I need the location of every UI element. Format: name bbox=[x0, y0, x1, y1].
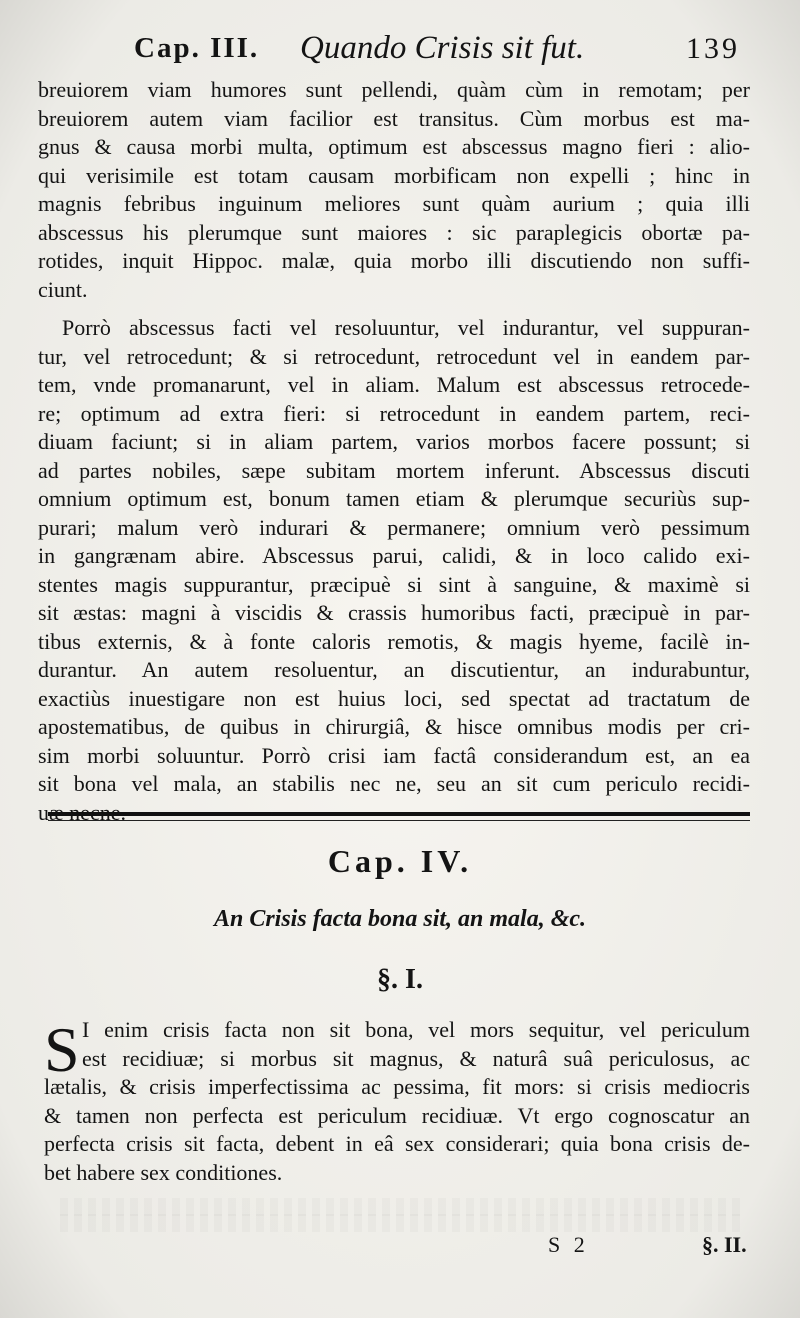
text-line: exactiùs inuestigare non est huius loci, sed spectat ad tractatum de bbox=[38, 685, 750, 711]
running-head bbox=[120, 30, 750, 74]
running-head-title: Quando Crisis sit fut. bbox=[300, 30, 585, 66]
text-line: in gangrænam abire. Abscessus parui, calidi, & in loco calido exi- bbox=[38, 543, 750, 568]
text-line: gnus & causa morbi multa, optimum est abscessus magno fieri : alio- bbox=[38, 134, 750, 159]
section-1-text bbox=[44, 1016, 750, 1187]
text-line: rotides, inquit Hippoc. malæ, quia morbo illi discutiendo non suffi- bbox=[38, 248, 750, 273]
page-number: 139 bbox=[686, 32, 740, 65]
text-line: qui verisimile est totam causam morbificam non expelli ; hinc in bbox=[38, 162, 750, 188]
text-line: I enim crisis facta non sit bona, vel mors sequitur, vel periculum bbox=[82, 1017, 750, 1042]
chapter-subtitle: An Crisis facta bona sit, an mala, &c. bbox=[213, 906, 587, 932]
text-line: perfecta crisis sit facta, debent in eâ sex considerari; quia bona crisis de- bbox=[44, 1131, 750, 1156]
text-line: magnis febribus inguinum meliores sunt quàm aurium ; quia illi bbox=[38, 191, 750, 216]
text-line: lætalis, & crisis imperfectissima ac pessima, fit mors: si crisis mediocris bbox=[44, 1074, 750, 1099]
text-line: abscessus his plerumque sunt maiores : sic paraplegicis obortæ pa- bbox=[38, 219, 750, 245]
chapter-heading: Cap. IV. bbox=[327, 843, 473, 879]
section-mark: §. I. bbox=[377, 964, 423, 995]
section-rule-thin bbox=[48, 820, 750, 821]
running-head-chapter: Cap. III. bbox=[134, 32, 260, 64]
signature-mark: S 2 bbox=[548, 1232, 589, 1257]
text-line: breuiorem autem viam facilior est transitus. Cùm morbus est ma- bbox=[38, 105, 750, 131]
text-line: re; optimum ad extra fieri: si retrocedunt in eandem partem, reci- bbox=[38, 400, 750, 426]
text-line: omnium optimum est, bonum tamen etiam & plerumque securiùs sup- bbox=[38, 486, 750, 511]
text-line: est recidiuæ; si morbus sit magnus, & naturâ suâ periculosus, ac bbox=[82, 1045, 750, 1071]
page-footer bbox=[0, 1232, 800, 1262]
section-rule-thick bbox=[48, 812, 750, 816]
text-line: durantur. An autem resoluentur, an discutientur, an indurabuntur, bbox=[38, 657, 750, 682]
text-line: tur, vel retrocedunt; & si retrocedunt, retrocedunt vel in eandem par- bbox=[38, 343, 750, 369]
text-line: breuiorem viam humores sunt pellendi, quàm cùm in remotam; per bbox=[38, 77, 750, 102]
text-line: apostematibus, de quibus in chirurgiâ, & hisce omnibus modis per cri- bbox=[38, 714, 750, 739]
text-line: ciunt. bbox=[38, 276, 88, 302]
text-line: Porrò abscessus facti vel resoluuntur, vel indurantur, vel suppuran- bbox=[62, 315, 750, 340]
chapter-3-text bbox=[38, 76, 750, 827]
text-line: sim morbi soluuntur. Porrò crisi iam factâ considerandum est, an ea bbox=[38, 742, 750, 768]
text-line: uæ necne. bbox=[38, 799, 126, 825]
paragraph-2 bbox=[38, 314, 750, 827]
text-line: sit æstas: magni à viscidis & crassis humoribus facti, præcipuè in par- bbox=[38, 600, 750, 625]
text-line: & tamen non perfecta est periculum recidiuæ. Vt ergo cognoscatur an bbox=[44, 1102, 750, 1128]
catchword: §. II. bbox=[702, 1232, 747, 1257]
text-line: purari; malum verò indurari & permanere; omnium verò pessimum bbox=[38, 514, 750, 540]
text-line: ad partes nobiles, sæpe subitam mortem inferunt. Abscessus discuti bbox=[38, 457, 750, 483]
text-line: tem, vnde promanarunt, vel in aliam. Malum est abscessus retrocede- bbox=[38, 372, 750, 397]
paragraph-1 bbox=[38, 76, 750, 304]
text-line: tibus externis, & à fonte caloris remotis, & magis hyeme, facilè in- bbox=[38, 628, 750, 654]
text-line: sit bona vel mala, an stabilis nec ne, seu an sit cum periculo recidi- bbox=[38, 771, 750, 796]
text-line: bet habere sex conditiones. bbox=[44, 1159, 283, 1185]
show-through-texture bbox=[60, 1214, 740, 1232]
text-line: diuam faciunt; si in aliam partem, varios morbos facere possunt; si bbox=[38, 429, 750, 454]
drop-cap: S bbox=[44, 1014, 80, 1085]
text-line: stentes magis suppurantur, præcipuè si sint à sanguine, & maximè si bbox=[38, 571, 750, 597]
